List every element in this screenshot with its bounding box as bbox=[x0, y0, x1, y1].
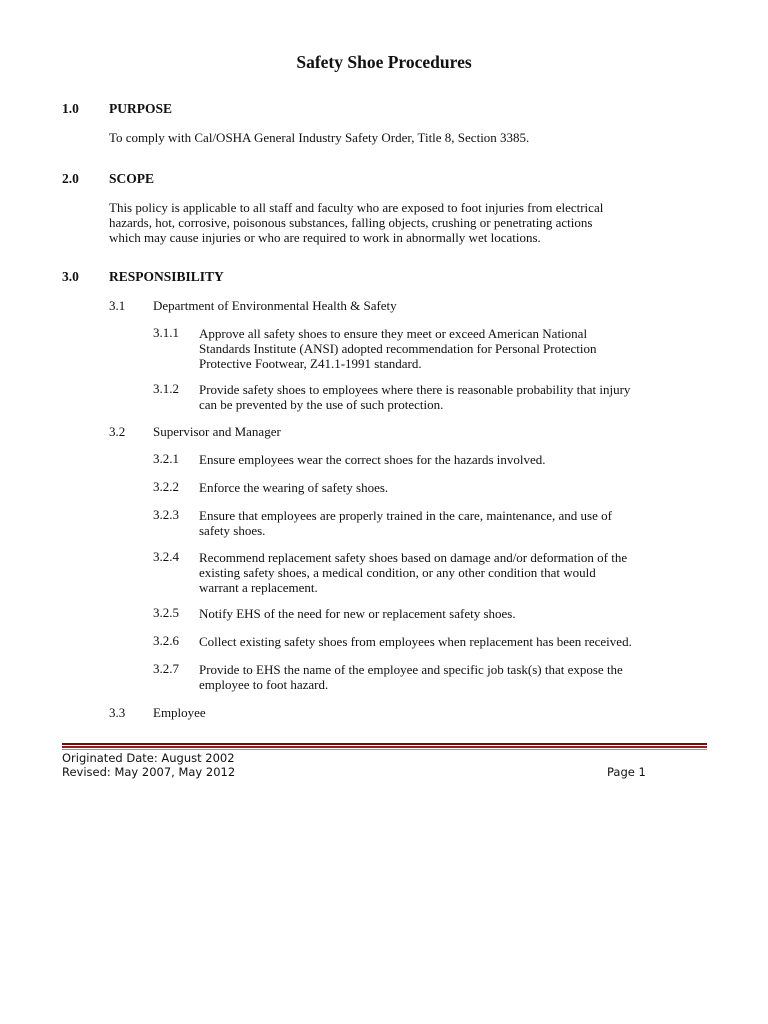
item-3-1-1-number: 3.1.1 bbox=[153, 325, 179, 340]
section-purpose-number: 1.0 bbox=[62, 101, 79, 116]
item-3-2-3-text: Ensure that employees are properly trained in the care, maintenance, and use of safety shoes. bbox=[199, 508, 612, 538]
footer-originated-date: Originated Date: August 2002 bbox=[62, 751, 235, 765]
item-3-2-4-text: Recommend replacement safety shoes based on damage and/or deformation of the existing safety shoes, a medical condition, or any other condition that would warrant a replacement. bbox=[199, 550, 628, 595]
footer-revised-date: Revised: May 2007, May 2012 bbox=[62, 765, 236, 779]
item-3-2-5-number: 3.2.5 bbox=[153, 605, 179, 620]
footer-divider bbox=[62, 749, 707, 750]
document-title: Safety Shoe Procedures bbox=[296, 52, 472, 72]
subsection-3-2-number: 3.2 bbox=[109, 424, 126, 439]
item-3-2-5-text: Notify EHS of the need for new or replacement safety shoes. bbox=[199, 606, 516, 621]
item-3-2-6-number: 3.2.6 bbox=[153, 633, 179, 648]
subsection-3-1-label: Department of Environmental Health & Safety bbox=[153, 298, 397, 313]
section-scope-number: 2.0 bbox=[62, 171, 79, 186]
section-responsibility-number: 3.0 bbox=[62, 269, 79, 284]
subsection-3-3-label: Employee bbox=[153, 705, 206, 720]
item-3-2-6-text: Collect existing safety shoes from employees when replacement has been received. bbox=[199, 634, 632, 649]
section-scope-heading: SCOPE bbox=[109, 171, 155, 186]
scope-line: This policy is applicable to all staff and faculty who are exposed to foot injuries from electrical bbox=[109, 200, 604, 215]
footer-divider bbox=[62, 743, 707, 745]
footer-divider bbox=[62, 746, 707, 748]
item-3-2-1-text: Ensure employees wear the correct shoes for the hazards involved. bbox=[199, 452, 546, 467]
footer-page-number: Page 1 bbox=[607, 765, 646, 779]
item-3-1-1-text: Approve all safety shoes to ensure they meet or exceed American National Standards Institute (ANSI) adopted recommendation for Personal Protection Protective Footwear, Z41.1-1991 standard. bbox=[199, 326, 597, 371]
item-3-2-1-number: 3.2.1 bbox=[153, 451, 179, 466]
subsection-3-1-number: 3.1 bbox=[109, 298, 126, 313]
scope-line: hazards, hot, corrosive, poisonous substances, falling objects, crushing or penetrating actions bbox=[109, 215, 593, 230]
section-responsibility-heading: RESPONSIBILITY bbox=[109, 269, 224, 284]
scope-paragraph bbox=[109, 200, 603, 245]
item-3-1-2-number: 3.1.2 bbox=[153, 381, 179, 396]
subsection-3-3-number: 3.3 bbox=[109, 705, 126, 720]
subsection-3-2-label: Supervisor and Manager bbox=[153, 424, 281, 439]
scope-line: which may cause injuries or who are required to work in abnormally wet locations. bbox=[109, 230, 541, 245]
item-3-2-3-number: 3.2.3 bbox=[153, 507, 179, 522]
item-3-2-4-number: 3.2.4 bbox=[153, 549, 179, 564]
item-3-2-2-text: Enforce the wearing of safety shoes. bbox=[199, 480, 389, 495]
item-3-1-2-text: Provide safety shoes to employees where there is reasonable probability that injury can be prevented by the use of such protection. bbox=[199, 382, 631, 412]
section-purpose-heading: PURPOSE bbox=[109, 101, 173, 116]
item-3-2-2-number: 3.2.2 bbox=[153, 479, 179, 494]
purpose-text: To comply with Cal/OSHA General Industry Safety Order, Title 8, Section 3385. bbox=[109, 130, 530, 145]
item-3-2-7-text: Provide to EHS the name of the employee and specific job task(s) that expose the employee to foot hazard. bbox=[199, 662, 623, 692]
item-3-2-7-number: 3.2.7 bbox=[153, 661, 179, 676]
